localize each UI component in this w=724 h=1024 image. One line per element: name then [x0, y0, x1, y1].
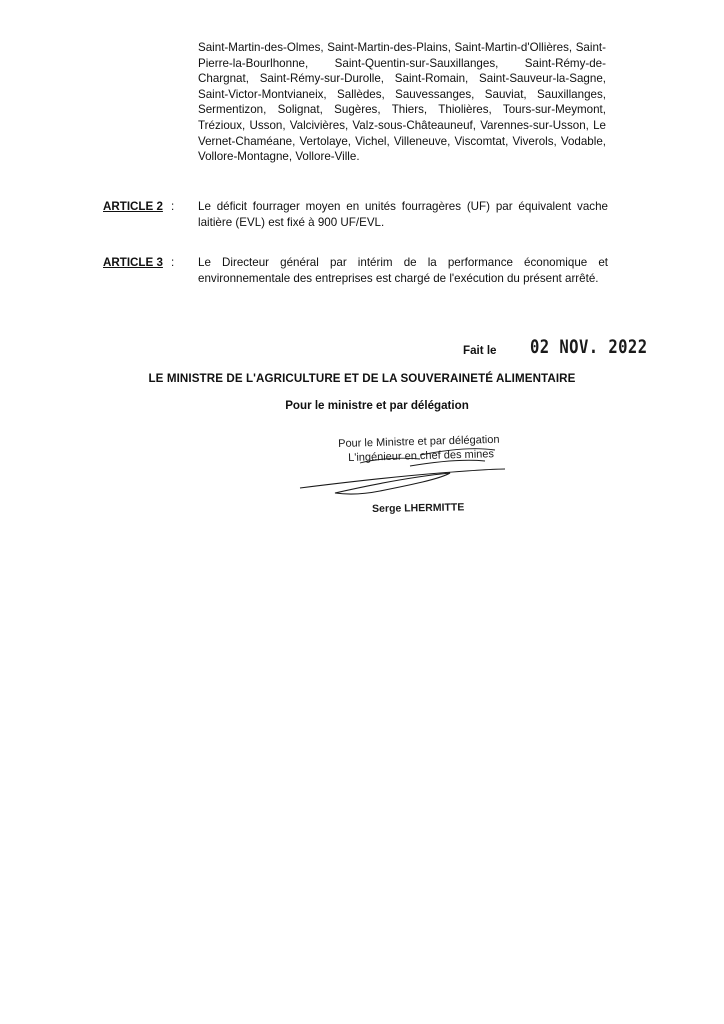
signatory-name: Serge LHERMITTE — [372, 501, 465, 515]
article-3-colon: : — [171, 256, 175, 269]
signature-block — [290, 433, 540, 523]
article-3-label: ARTICLE 3 — [103, 256, 163, 269]
signature-stamp-line2: L'ingénieur en chef des mines — [348, 448, 495, 464]
article-2-text: Le déficit fourrager moyen en unités fourragères (UF) par équivalent vache laitière (EVL) est fixé à 900 UF/EVL. — [198, 200, 608, 229]
fait-le-label: Fait le — [463, 344, 497, 357]
communes-list: Saint-Martin-des-Olmes, Saint-Martin-des-Plains, Saint-Martin-d'Ollières, Saint-Pierre-la-Bourlhonne, Saint-Quentin-sur-Sauxillanges, Saint-Rémy-de-Chargnat, Saint-Rémy-sur-Durolle, Saint-Romain, Saint-Sauveur-la-Sagne, Saint-Victor-Montvianeix, Sallèdes, Sauvessanges, Sauviat, Sauxillanges, Sermentizon, Solignat, Sugères, Thiers, Thiolières, Tours-sur-Meymont, Trézioux, Usson, Valcivières, Valz-sous-Châteauneuf, Varennes-sur-Usson, Le Vernet-Chaméane, Vertolaye, Vichel, Villeneuve, Viscomtat, Viverols, Vodable, Vollore-Montagne, Vollore-Ville. — [198, 41, 606, 164]
delegation-line: Pour le ministre et par délégation — [285, 399, 469, 412]
minister-title: LE MINISTRE DE L'AGRICULTURE ET DE LA SOUVERAINETÉ ALIMENTAIRE — [148, 372, 576, 385]
article-2-label: ARTICLE 2 — [103, 200, 163, 213]
date-stamp: 02 NOV. 2022 — [530, 336, 648, 358]
signature-stamp-line1: Pour le Ministre et par délégation — [338, 433, 500, 450]
article-2-colon: : — [171, 200, 175, 213]
article-3-text: Le Directeur général par intérim de la performance économique et environnementale des entreprises est chargé de l'exécution du présent arrêté. — [198, 256, 608, 285]
